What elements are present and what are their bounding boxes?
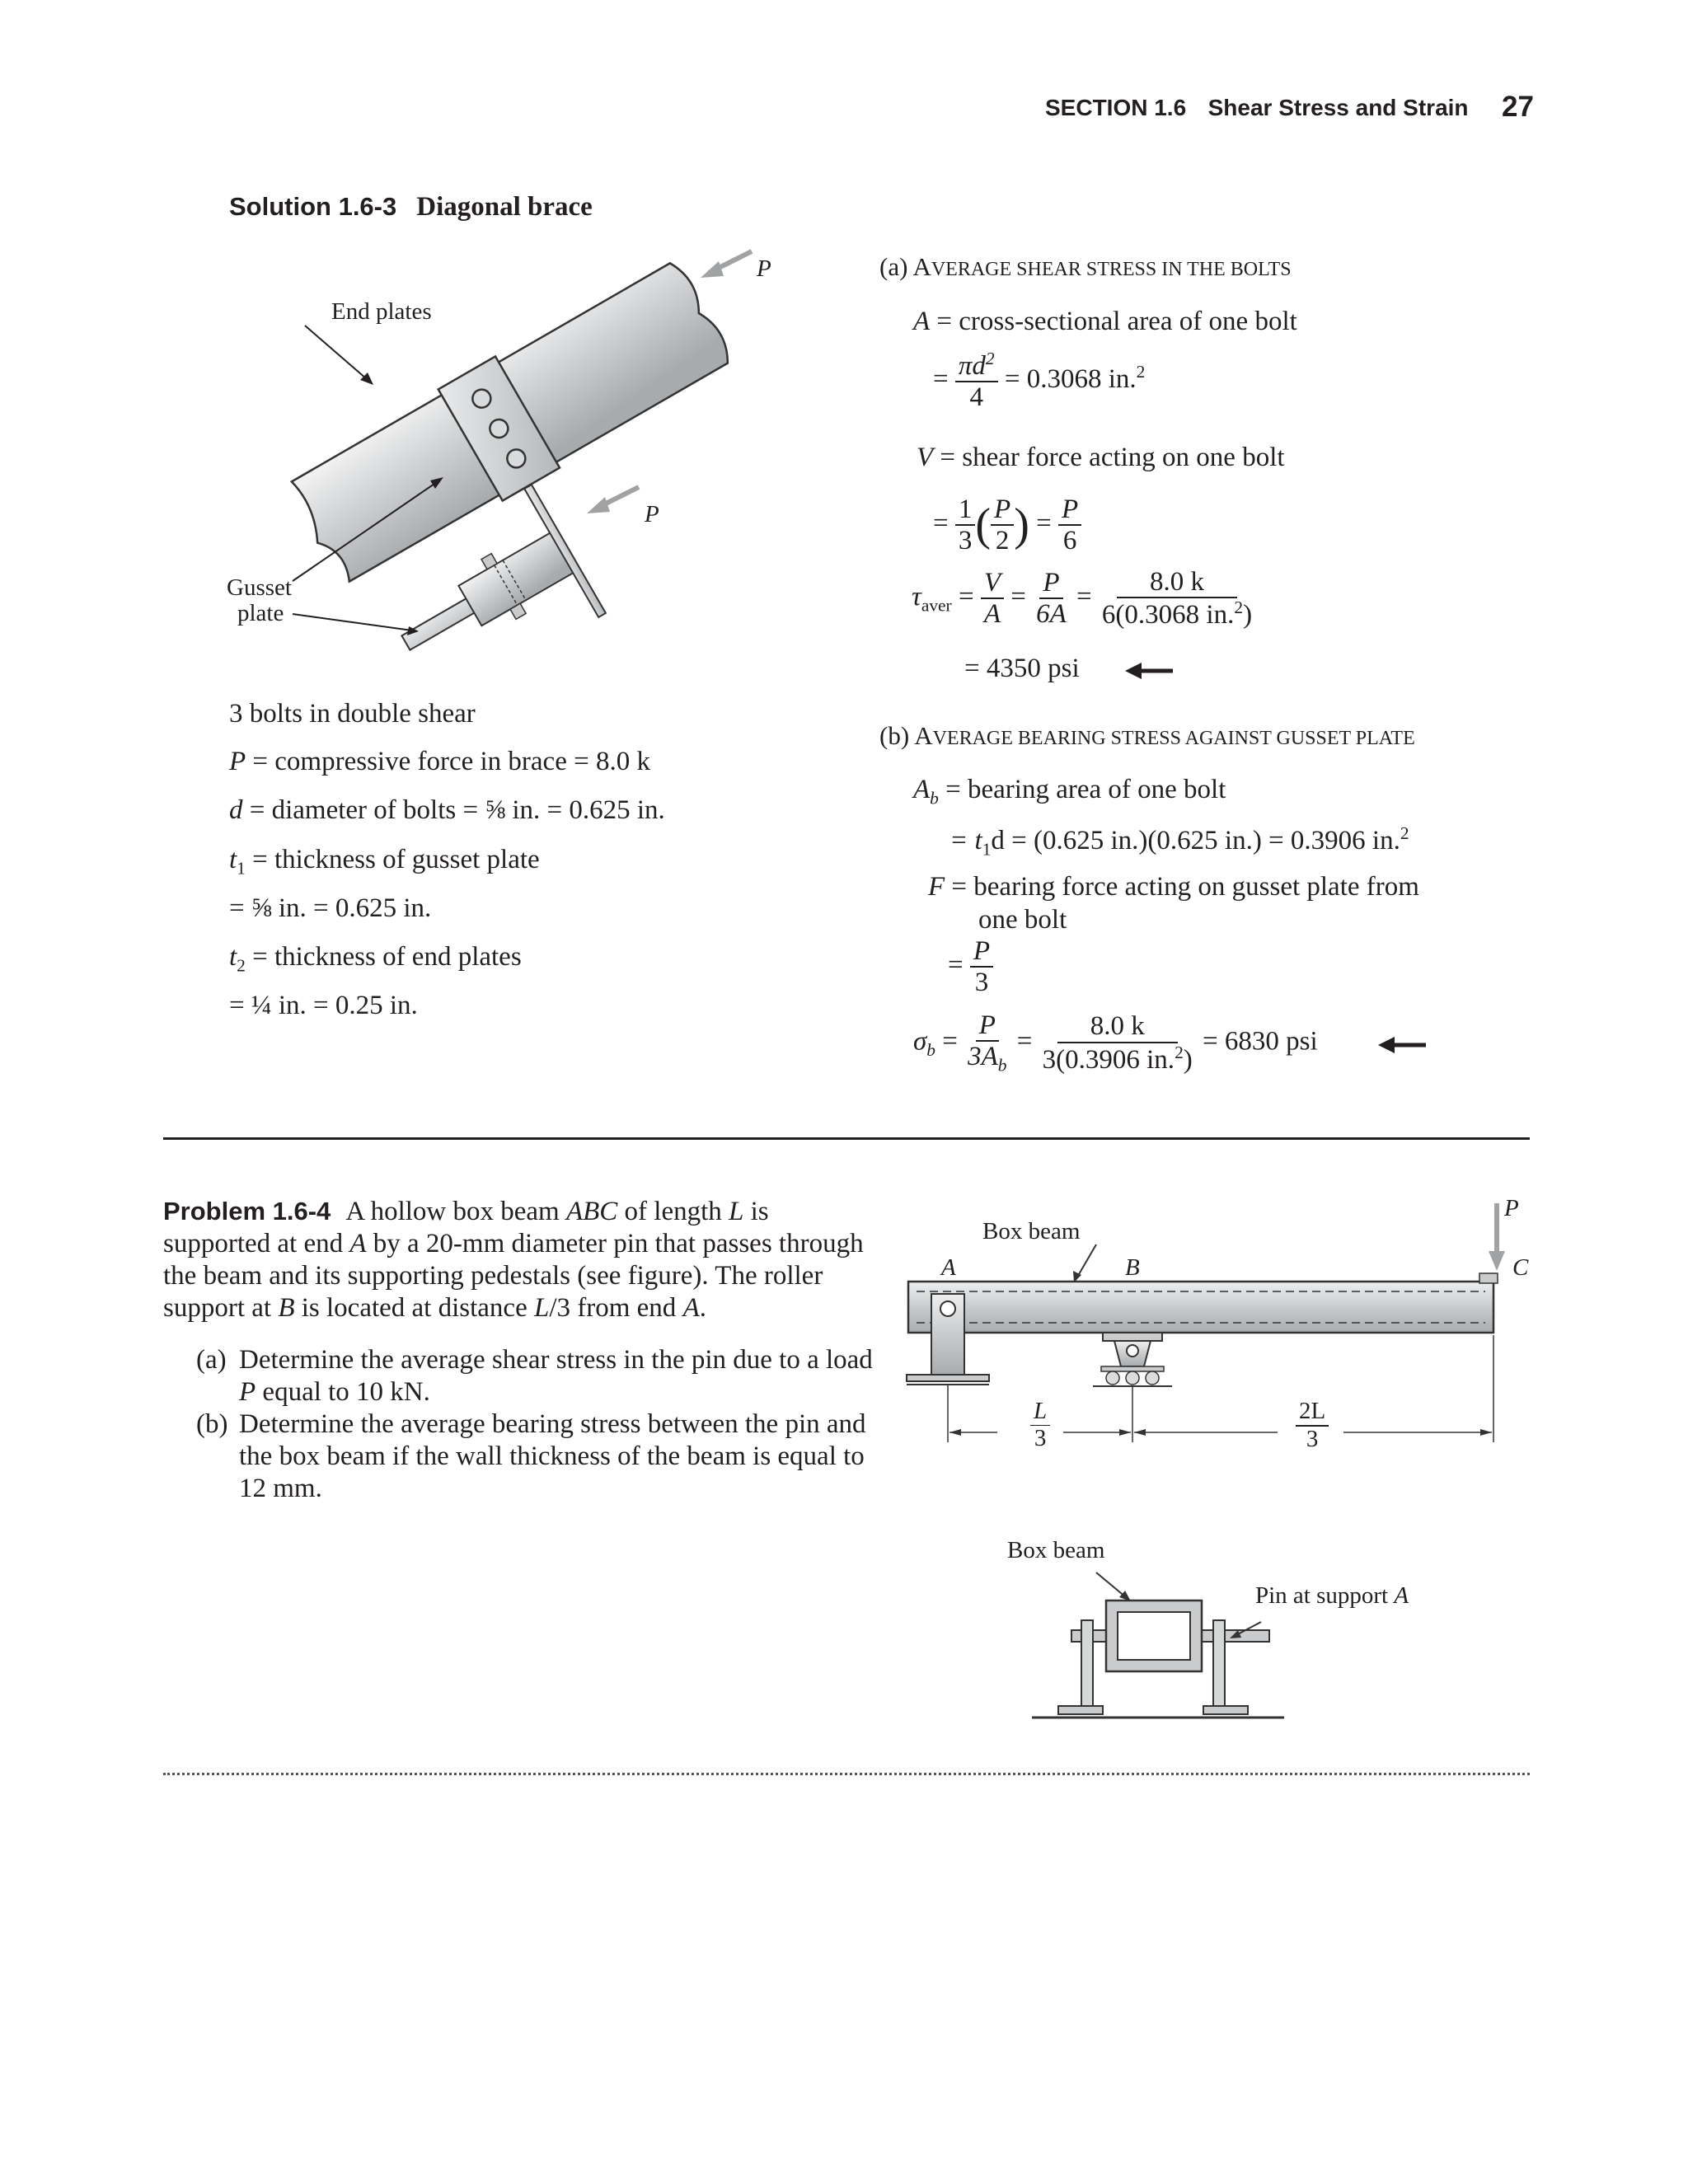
part-a-heading: (a) AVERAGE SHEAR STRESS IN THE BOLTS [879, 252, 1292, 281]
running-header [1045, 95, 1469, 128]
box-beam-label-bottom: Box beam [1007, 1537, 1105, 1563]
solution-label: Solution 1.6-3 [229, 192, 397, 221]
bearing-force-definition: F = bearing force acting on gusset plate from [928, 872, 1419, 902]
given-t1: $t_1$ = thickness of gusset plate [229, 845, 540, 879]
section-divider [163, 1137, 1530, 1140]
shear-force-definition: V = shear force acting on one bolt [917, 443, 1285, 472]
problem-part-b-line-3: 12 mm. [239, 1474, 322, 1503]
given-d: d = diameter of bolts = ⅝ in. = 0.625 in. [229, 795, 665, 825]
shear-stress-result: = 4350 psi [964, 654, 1080, 683]
end-plates-label: End plates [331, 298, 432, 325]
bearing-force-definition-cont: one bolt [978, 905, 1067, 935]
bearing-stress-equation: $\sigma_b$ = $\frac{P}{3A_b}$ = $\frac{8.0 k}{3(0.3906 in.^2)}$ = 6830 psi [913, 1010, 1318, 1076]
load-arrow-p1 [701, 251, 752, 278]
load-arrow-p [1489, 1203, 1505, 1271]
dimension-2l-over-3: $\frac{2L}{3}$ [1296, 1399, 1329, 1453]
solution-heading [229, 192, 593, 223]
result-arrow-icon [1378, 1035, 1428, 1055]
roller-support-b [1093, 1333, 1172, 1386]
problem-line-4: support at B is located at distance L/3 from end A. [163, 1293, 706, 1323]
load-label-p2: P [645, 501, 659, 527]
part-b-heading: (b) AVERAGE BEARING STRESS AGAINST GUSSET PLATE [879, 721, 1415, 750]
problem-line-1: Problem 1.6-4 A hollow box beam ABC of length L is [163, 1197, 769, 1226]
section-number: SECTION 1.6 [1045, 95, 1187, 120]
point-b-label: B [1125, 1254, 1140, 1281]
problem-part-a-line-2: P equal to 10 kN. [239, 1377, 430, 1407]
problem-label: Problem 1.6-4 [163, 1197, 331, 1226]
gusset-label-line1: Gusset [227, 574, 292, 601]
area-definition: A = cross-sectional area of one bolt [913, 307, 1297, 336]
box-beam-label-top: Box beam [982, 1218, 1081, 1244]
section-title: Shear Stress and Strain [1207, 95, 1469, 120]
bearing-area-equation: = $t_1d = (0.625$ in.)(0.625 in.) = 0.3906 in.$^2$ [950, 823, 1409, 860]
load-p-label: P [1504, 1195, 1519, 1221]
area-equation: = $\frac{\pi d^2}{4}$ = 0.3068 in.$^2$ [933, 349, 1146, 413]
problem-part-b-line-1: Determine the average bearing stress between the pin and [239, 1409, 866, 1439]
given-t1-value: = ⅝ in. = 0.625 in. [229, 893, 432, 923]
result-arrow-icon [1125, 661, 1175, 681]
problem-line-2: supported at end A by a 20-mm diameter pin that passes through [163, 1229, 864, 1258]
point-c-label: C [1512, 1254, 1529, 1281]
box-beam [908, 1282, 1493, 1333]
load-label-p1: P [757, 255, 771, 282]
problem-part-a-label: (a) [196, 1345, 227, 1375]
bearing-force-equation: = $\frac{P}{3}$ [948, 936, 993, 998]
point-a-label: A [941, 1254, 956, 1281]
pin-support-label: Pin at support A [1255, 1582, 1409, 1609]
problem-part-b-label: (b) [196, 1409, 228, 1439]
page-number: 27 [1502, 91, 1534, 123]
bearing-area-definition: $A_b$ = bearing area of one bolt [913, 775, 1226, 808]
gusset-label-line2: plate [237, 600, 284, 626]
problem-part-a-line-1: Determine the average shear stress in the pin due to a load [239, 1345, 873, 1375]
average-shear-stress-equation: $\tau_{aver}$ = $\frac{V}{A}$ = $\frac{P}{6A}$ = $\frac{8.0 k}{6(0.3068 in.^2)}$ [912, 567, 1253, 630]
given-p: P = compressive force in brace = 8.0 k [229, 747, 650, 776]
solution-title: Diagonal brace [416, 192, 593, 222]
given-t2: $t_2$ = thickness of end plates [229, 942, 522, 976]
problem-line-3: the beam and its supporting pedestals (see figure). The roller [163, 1261, 823, 1291]
given-t2-value: = ¼ in. = 0.25 in. [229, 991, 418, 1020]
shear-force-equation: = $\frac{1}{3}$ ( $\frac{P}{2}$ ) = $\frac{P}{6}$ [933, 494, 1081, 556]
load-arrow-p2 [587, 487, 639, 513]
dimension-l-over-3: $\frac{L}{3}$ [1030, 1399, 1050, 1452]
given-intro: 3 bolts in double shear [229, 699, 476, 729]
diagonal-brace-figure [214, 235, 808, 672]
page-end-rule [163, 1773, 1530, 1775]
problem-part-b-line-2: the box beam if the wall thickness of the beam is equal to [239, 1441, 865, 1471]
